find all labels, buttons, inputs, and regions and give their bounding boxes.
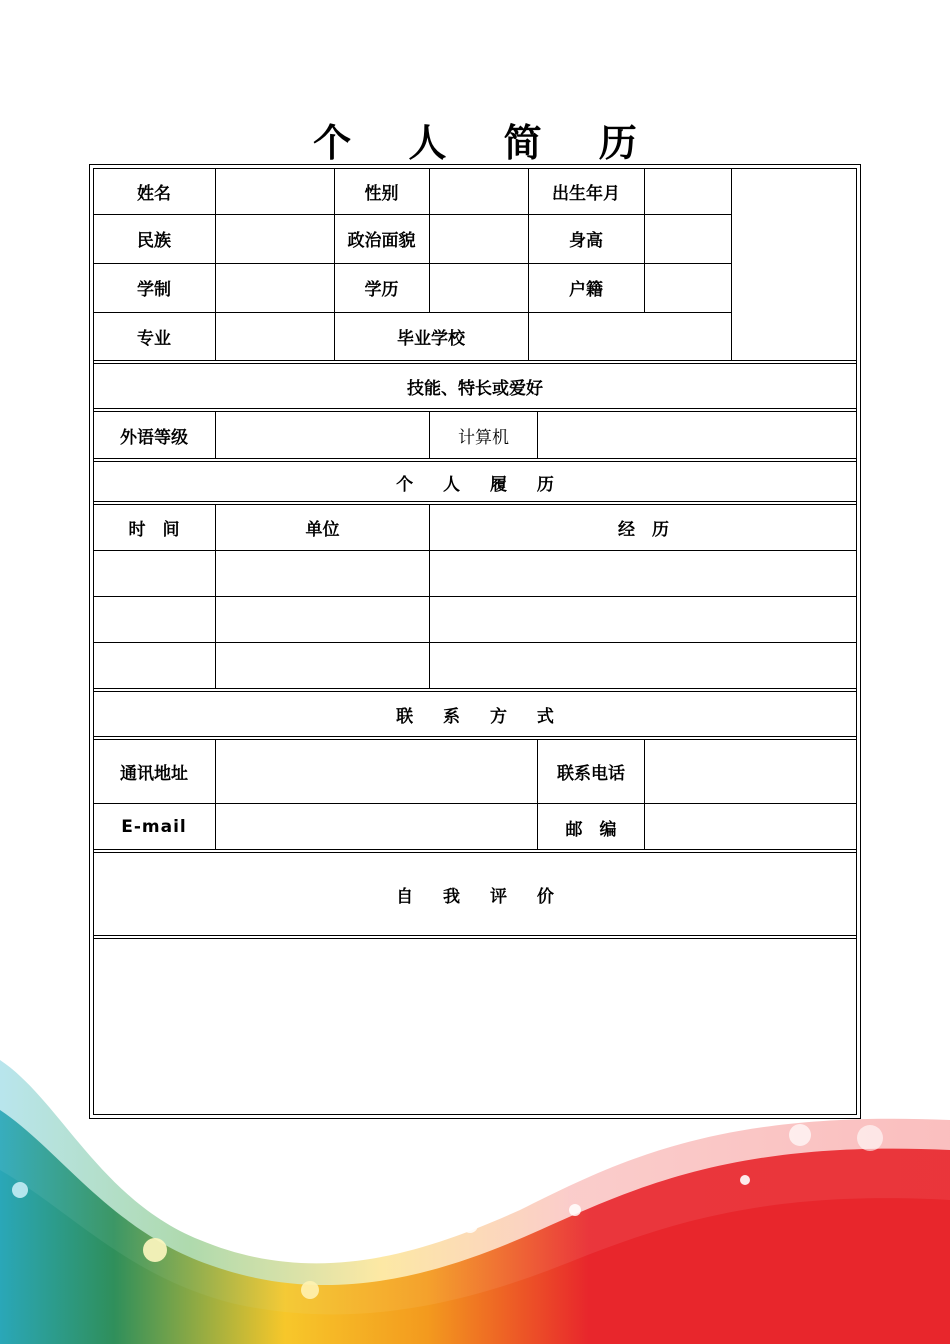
phone-value-cell[interactable] [645,740,857,803]
hukou-value-cell[interactable] [645,263,731,312]
history-row-1-unit[interactable] [216,551,429,596]
major-label: 专业 [137,329,171,349]
page-title: 个 人 简 历 [313,121,659,165]
email-label: E-mail [121,817,187,837]
history-row-2-time[interactable] [93,597,215,642]
birth-label: 出生年月 [552,183,620,204]
school-value-cell[interactable] [529,312,731,361]
postcode-label: 邮 编 [565,819,617,840]
gender-value-cell[interactable] [430,168,528,214]
education-label: 学历 [364,280,399,300]
history-row-1-time[interactable] [93,551,215,596]
address-value-cell[interactable] [216,740,537,803]
contact-header: 联 系 方 式 [396,707,566,727]
birth-value-cell[interactable] [645,168,731,214]
ethnicity-label: 民族 [137,231,171,251]
history-col-unit: 单位 [305,520,340,540]
major-value-cell[interactable] [216,312,334,361]
language-label: 外语等级 [120,428,188,448]
political-label: 政治面貌 [347,231,416,251]
rainbow-wave-decoration [0,1040,950,1344]
skills-header: 技能、特长或爱好 [407,379,543,399]
education-value-cell[interactable] [430,263,528,312]
history-row-3-time[interactable] [93,643,215,688]
political-value-cell[interactable] [430,214,528,263]
history-row-1-experience[interactable] [430,551,857,596]
self-eval-header: 自 我 评 价 [396,887,566,907]
history-row-2-experience[interactable] [430,597,857,642]
language-value-cell[interactable] [216,412,429,459]
name-label: 姓名 [137,183,171,204]
schooling-value-cell[interactable] [216,263,334,312]
computer-label: 计算机 [458,428,509,448]
history-col-time: 时 间 [128,520,180,540]
hukou-label: 户籍 [569,280,603,300]
phone-label: 联系电话 [557,764,625,784]
height-label: 身高 [569,231,603,251]
gender-label: 性别 [364,183,399,204]
address-label: 通讯地址 [120,764,188,784]
schooling-label: 学制 [137,280,171,300]
computer-value-cell[interactable] [538,412,857,459]
history-row-2-unit[interactable] [216,597,429,642]
school-label: 毕业学校 [397,329,465,349]
ethnicity-value-cell[interactable] [216,214,334,263]
photo-cell[interactable] [732,168,857,361]
postcode-value-cell[interactable] [645,804,857,850]
history-row-3-experience[interactable] [430,643,857,688]
history-row-3-unit[interactable] [216,643,429,688]
history-col-experience: 经 历 [618,520,669,540]
email-value-cell[interactable] [216,804,537,850]
name-value-cell[interactable] [216,168,334,214]
height-value-cell[interactable] [645,214,731,263]
history-header: 个 人 履 历 [396,474,566,495]
